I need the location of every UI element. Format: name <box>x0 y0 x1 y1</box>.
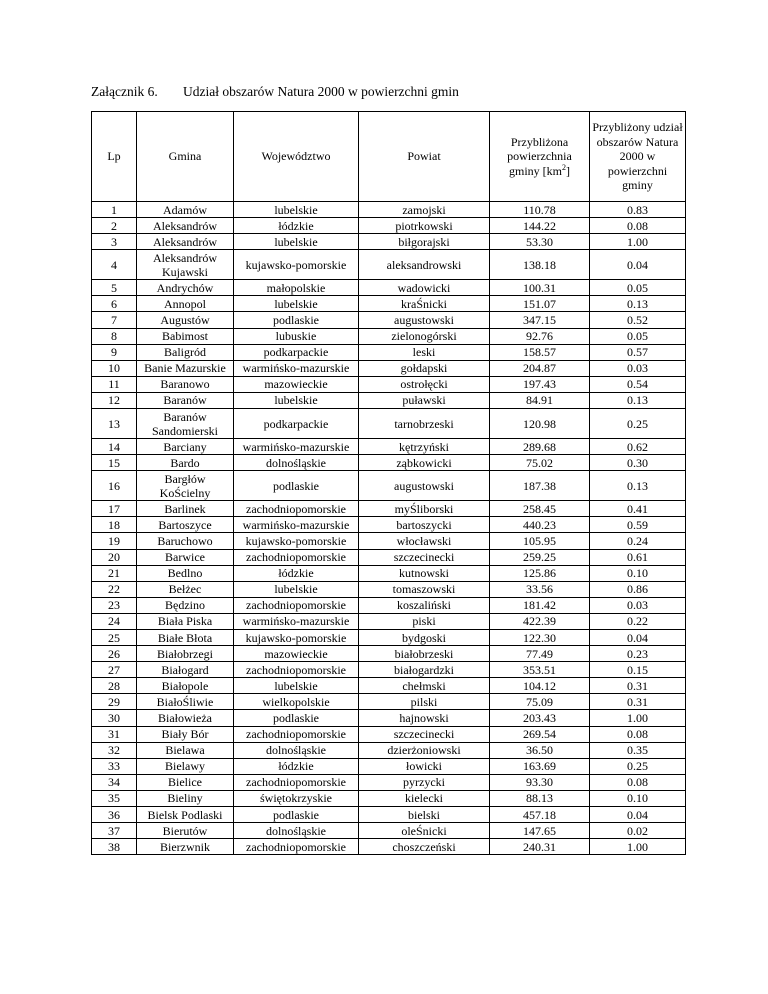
cell-powierzchnia: 77.49 <box>490 646 590 662</box>
cell-udzial: 1.00 <box>590 710 686 726</box>
cell-powiat: dzierżoniowski <box>359 742 490 758</box>
cell-wojewodztwo: warmińsko-mazurskie <box>234 517 359 533</box>
table-row <box>92 439 686 455</box>
cell-lp: 23 <box>92 597 137 613</box>
cell-wojewodztwo: mazowieckie <box>234 646 359 662</box>
table-header-row <box>92 112 686 202</box>
cell-powiat: szczecinecki <box>359 549 490 565</box>
cell-udzial: 0.31 <box>590 694 686 710</box>
cell-udzial: 0.02 <box>590 823 686 839</box>
cell-gmina: Bartoszyce <box>137 517 234 533</box>
cell-lp: 1 <box>92 202 137 218</box>
cell-powiat: piotrkowski <box>359 218 490 234</box>
table-row <box>92 710 686 726</box>
cell-powiat: leski <box>359 344 490 360</box>
cell-gmina: Bedlno <box>137 565 234 581</box>
table-row <box>92 823 686 839</box>
table-row <box>92 455 686 471</box>
cell-lp: 13 <box>92 409 137 439</box>
table-row <box>92 360 686 376</box>
cell-powierzchnia: 187.38 <box>490 471 590 501</box>
cell-gmina: Aleksandrów Kujawski <box>137 250 234 280</box>
cell-lp: 32 <box>92 742 137 758</box>
cell-lp: 24 <box>92 613 137 629</box>
cell-gmina: Bardo <box>137 455 234 471</box>
cell-udzial: 0.03 <box>590 360 686 376</box>
cell-lp: 30 <box>92 710 137 726</box>
table-row <box>92 218 686 234</box>
cell-powierzchnia: 92.76 <box>490 328 590 344</box>
cell-powierzchnia: 163.69 <box>490 758 590 774</box>
cell-udzial: 0.10 <box>590 790 686 806</box>
cell-udzial: 0.23 <box>590 646 686 662</box>
cell-lp: 6 <box>92 296 137 312</box>
cell-wojewodztwo: łódzkie <box>234 218 359 234</box>
table-row <box>92 742 686 758</box>
cell-lp: 19 <box>92 533 137 549</box>
cell-powierzchnia: 151.07 <box>490 296 590 312</box>
cell-lp: 25 <box>92 629 137 645</box>
cell-powierzchnia: 36.50 <box>490 742 590 758</box>
cell-powierzchnia: 125.86 <box>490 565 590 581</box>
cell-powiat: hajnowski <box>359 710 490 726</box>
cell-lp: 29 <box>92 694 137 710</box>
cell-powiat: kielecki <box>359 790 490 806</box>
table-row <box>92 662 686 678</box>
table-row <box>92 471 686 501</box>
cell-powiat: białogardzki <box>359 662 490 678</box>
cell-udzial: 0.22 <box>590 613 686 629</box>
cell-udzial: 0.08 <box>590 726 686 742</box>
cell-udzial: 0.83 <box>590 202 686 218</box>
table-row <box>92 790 686 806</box>
cell-gmina: Barlinek <box>137 501 234 517</box>
cell-powiat: kutnowski <box>359 565 490 581</box>
cell-udzial: 0.04 <box>590 629 686 645</box>
cell-gmina: Baligród <box>137 344 234 360</box>
table-row <box>92 409 686 439</box>
cell-powiat: wadowicki <box>359 280 490 296</box>
cell-powierzchnia: 158.57 <box>490 344 590 360</box>
cell-lp: 16 <box>92 471 137 501</box>
cell-powierzchnia: 197.43 <box>490 376 590 392</box>
cell-powiat: białobrzeski <box>359 646 490 662</box>
cell-wojewodztwo: warmińsko-mazurskie <box>234 613 359 629</box>
cell-powierzchnia: 144.22 <box>490 218 590 234</box>
table-row <box>92 533 686 549</box>
table-row <box>92 280 686 296</box>
table-row <box>92 646 686 662</box>
cell-powiat: myŚliborski <box>359 501 490 517</box>
cell-udzial: 0.10 <box>590 565 686 581</box>
cell-gmina: BiałoŚliwie <box>137 694 234 710</box>
cell-gmina: Biała Piska <box>137 613 234 629</box>
table-row <box>92 234 686 250</box>
cell-wojewodztwo: małopolskie <box>234 280 359 296</box>
cell-powierzchnia: 240.31 <box>490 839 590 855</box>
cell-lp: 20 <box>92 549 137 565</box>
cell-powiat: gołdapski <box>359 360 490 376</box>
cell-gmina: Białowieża <box>137 710 234 726</box>
cell-powierzchnia: 75.02 <box>490 455 590 471</box>
table-row <box>92 807 686 823</box>
cell-udzial: 0.05 <box>590 328 686 344</box>
cell-lp: 38 <box>92 839 137 855</box>
cell-wojewodztwo: warmińsko-mazurskie <box>234 360 359 376</box>
table-row <box>92 549 686 565</box>
cell-lp: 10 <box>92 360 137 376</box>
cell-powierzchnia: 147.65 <box>490 823 590 839</box>
cell-powierzchnia: 347.15 <box>490 312 590 328</box>
header-powierzchnia-close: ] <box>566 163 570 178</box>
cell-wojewodztwo: dolnośląskie <box>234 823 359 839</box>
cell-udzial: 1.00 <box>590 839 686 855</box>
cell-powiat: puławski <box>359 392 490 408</box>
cell-powierzchnia: 269.54 <box>490 726 590 742</box>
cell-udzial: 0.13 <box>590 471 686 501</box>
cell-gmina: Baranowo <box>137 376 234 392</box>
cell-udzial: 0.35 <box>590 742 686 758</box>
cell-udzial: 0.03 <box>590 597 686 613</box>
cell-wojewodztwo: świętokrzyskie <box>234 790 359 806</box>
header-udzial: Przybliżony udział obszarów Natura 2000 w powierzchni gminy <box>590 112 686 202</box>
cell-gmina: Bielawa <box>137 742 234 758</box>
cell-lp: 18 <box>92 517 137 533</box>
natura-2000-table <box>91 111 686 855</box>
cell-gmina: Adamów <box>137 202 234 218</box>
cell-powierzchnia: 105.95 <box>490 533 590 549</box>
cell-powierzchnia: 104.12 <box>490 678 590 694</box>
cell-powiat: tomaszowski <box>359 581 490 597</box>
cell-lp: 11 <box>92 376 137 392</box>
cell-lp: 27 <box>92 662 137 678</box>
cell-powierzchnia: 259.25 <box>490 549 590 565</box>
cell-lp: 17 <box>92 501 137 517</box>
cell-powiat: aleksandrowski <box>359 250 490 280</box>
cell-powierzchnia: 88.13 <box>490 790 590 806</box>
cell-powierzchnia: 100.31 <box>490 280 590 296</box>
cell-udzial: 0.08 <box>590 774 686 790</box>
cell-wojewodztwo: podlaskie <box>234 807 359 823</box>
cell-powiat: bydgoski <box>359 629 490 645</box>
table-row <box>92 501 686 517</box>
cell-lp: 28 <box>92 678 137 694</box>
cell-udzial: 0.15 <box>590 662 686 678</box>
cell-udzial: 0.54 <box>590 376 686 392</box>
cell-udzial: 0.59 <box>590 517 686 533</box>
table-row <box>92 629 686 645</box>
cell-powiat: oleŚnicki <box>359 823 490 839</box>
cell-udzial: 0.30 <box>590 455 686 471</box>
cell-powiat: pyrzycki <box>359 774 490 790</box>
cell-gmina: Bierzwnik <box>137 839 234 855</box>
cell-udzial: 0.25 <box>590 409 686 439</box>
cell-powierzchnia: 181.42 <box>490 597 590 613</box>
cell-gmina: Baruchowo <box>137 533 234 549</box>
cell-wojewodztwo: łódzkie <box>234 758 359 774</box>
cell-udzial: 0.05 <box>590 280 686 296</box>
cell-udzial: 0.61 <box>590 549 686 565</box>
cell-udzial: 0.86 <box>590 581 686 597</box>
header-lp: Lp <box>92 112 137 202</box>
cell-lp: 33 <box>92 758 137 774</box>
cell-powierzchnia: 422.39 <box>490 613 590 629</box>
cell-gmina: Bielsk Podlaski <box>137 807 234 823</box>
cell-powierzchnia: 122.30 <box>490 629 590 645</box>
cell-powierzchnia: 120.98 <box>490 409 590 439</box>
cell-powiat: augustowski <box>359 471 490 501</box>
cell-udzial: 0.57 <box>590 344 686 360</box>
table-caption <box>91 84 459 100</box>
cell-udzial: 0.04 <box>590 807 686 823</box>
cell-wojewodztwo: lubelskie <box>234 234 359 250</box>
table-row <box>92 565 686 581</box>
cell-gmina: Biały Bór <box>137 726 234 742</box>
cell-lp: 8 <box>92 328 137 344</box>
cell-lp: 21 <box>92 565 137 581</box>
cell-powiat: biłgorajski <box>359 234 490 250</box>
cell-powiat: szczecinecki <box>359 726 490 742</box>
cell-powiat: choszczeński <box>359 839 490 855</box>
cell-powiat: chełmski <box>359 678 490 694</box>
cell-powiat: augustowski <box>359 312 490 328</box>
table-row <box>92 312 686 328</box>
cell-wojewodztwo: zachodniopomorskie <box>234 549 359 565</box>
cell-gmina: Andrychów <box>137 280 234 296</box>
cell-wojewodztwo: podkarpackie <box>234 344 359 360</box>
cell-gmina: Białogard <box>137 662 234 678</box>
cell-udzial: 0.04 <box>590 250 686 280</box>
cell-powierzchnia: 457.18 <box>490 807 590 823</box>
cell-powiat: piski <box>359 613 490 629</box>
cell-lp: 37 <box>92 823 137 839</box>
cell-udzial: 0.31 <box>590 678 686 694</box>
cell-powierzchnia: 289.68 <box>490 439 590 455</box>
cell-wojewodztwo: zachodniopomorskie <box>234 726 359 742</box>
cell-wojewodztwo: kujawsko-pomorskie <box>234 250 359 280</box>
caption-title: Udział obszarów Natura 2000 w powierzchni gmin <box>183 84 459 99</box>
cell-lp: 36 <box>92 807 137 823</box>
cell-wojewodztwo: mazowieckie <box>234 376 359 392</box>
cell-gmina: Białobrzegi <box>137 646 234 662</box>
header-powierzchnia <box>490 112 590 202</box>
cell-gmina: Babimost <box>137 328 234 344</box>
cell-wojewodztwo: lubelskie <box>234 296 359 312</box>
cell-udzial: 0.13 <box>590 392 686 408</box>
table-row <box>92 250 686 280</box>
cell-lp: 22 <box>92 581 137 597</box>
table-row <box>92 328 686 344</box>
table-row <box>92 296 686 312</box>
cell-wojewodztwo: podlaskie <box>234 312 359 328</box>
cell-powiat: zielonogórski <box>359 328 490 344</box>
cell-gmina: Aleksandrów <box>137 218 234 234</box>
cell-gmina: Bierutów <box>137 823 234 839</box>
cell-powierzchnia: 110.78 <box>490 202 590 218</box>
cell-wojewodztwo: zachodniopomorskie <box>234 839 359 855</box>
cell-lp: 35 <box>92 790 137 806</box>
cell-powiat: łowicki <box>359 758 490 774</box>
cell-lp: 5 <box>92 280 137 296</box>
cell-gmina: Będzino <box>137 597 234 613</box>
cell-gmina: Bełżec <box>137 581 234 597</box>
cell-udzial: 0.62 <box>590 439 686 455</box>
table-row <box>92 726 686 742</box>
table-row <box>92 774 686 790</box>
table-row <box>92 839 686 855</box>
cell-wojewodztwo: lubelskie <box>234 678 359 694</box>
cell-lp: 7 <box>92 312 137 328</box>
cell-wojewodztwo: podkarpackie <box>234 409 359 439</box>
caption-label: Załącznik 6. <box>91 84 158 99</box>
cell-powierzchnia: 84.91 <box>490 392 590 408</box>
cell-wojewodztwo: zachodniopomorskie <box>234 597 359 613</box>
cell-powierzchnia: 53.30 <box>490 234 590 250</box>
table-row <box>92 202 686 218</box>
table-row <box>92 517 686 533</box>
cell-lp: 26 <box>92 646 137 662</box>
cell-powiat: kętrzyński <box>359 439 490 455</box>
cell-powiat: bartoszycki <box>359 517 490 533</box>
cell-wojewodztwo: wielkopolskie <box>234 694 359 710</box>
cell-powiat: tarnobrzeski <box>359 409 490 439</box>
cell-wojewodztwo: kujawsko-pomorskie <box>234 629 359 645</box>
cell-udzial: 0.41 <box>590 501 686 517</box>
cell-wojewodztwo: podlaskie <box>234 471 359 501</box>
cell-powierzchnia: 33.56 <box>490 581 590 597</box>
table-row <box>92 678 686 694</box>
header-wojewodztwo: Województwo <box>234 112 359 202</box>
cell-wojewodztwo: zachodniopomorskie <box>234 501 359 517</box>
table-row <box>92 392 686 408</box>
cell-powiat: koszaliński <box>359 597 490 613</box>
cell-powierzchnia: 204.87 <box>490 360 590 376</box>
cell-gmina: Aleksandrów <box>137 234 234 250</box>
cell-powierzchnia: 203.43 <box>490 710 590 726</box>
cell-wojewodztwo: zachodniopomorskie <box>234 662 359 678</box>
cell-lp: 31 <box>92 726 137 742</box>
cell-lp: 14 <box>92 439 137 455</box>
cell-gmina: Bielice <box>137 774 234 790</box>
cell-gmina: Białe Błota <box>137 629 234 645</box>
cell-gmina: Banie Mazurskie <box>137 360 234 376</box>
cell-lp: 4 <box>92 250 137 280</box>
cell-lp: 9 <box>92 344 137 360</box>
table-row <box>92 376 686 392</box>
cell-gmina: Bargłów KoŚcielny <box>137 471 234 501</box>
cell-lp: 15 <box>92 455 137 471</box>
cell-gmina: Augustów <box>137 312 234 328</box>
cell-powierzchnia: 353.51 <box>490 662 590 678</box>
cell-wojewodztwo: lubelskie <box>234 581 359 597</box>
cell-gmina: Baranów Sandomierski <box>137 409 234 439</box>
cell-gmina: Barwice <box>137 549 234 565</box>
cell-lp: 3 <box>92 234 137 250</box>
cell-powiat: ząbkowicki <box>359 455 490 471</box>
cell-powiat: zamojski <box>359 202 490 218</box>
header-powierzchnia-sup: 2 <box>562 162 566 172</box>
cell-powiat: bielski <box>359 807 490 823</box>
cell-powiat: włocławski <box>359 533 490 549</box>
header-powierzchnia-text: Przybliżona powierzchnia gminy [km <box>507 134 572 178</box>
table-body <box>92 202 686 855</box>
cell-powierzchnia: 258.45 <box>490 501 590 517</box>
table-row <box>92 694 686 710</box>
cell-powierzchnia: 93.30 <box>490 774 590 790</box>
table-row <box>92 581 686 597</box>
cell-udzial: 0.13 <box>590 296 686 312</box>
cell-powiat: kraŚnicki <box>359 296 490 312</box>
cell-powierzchnia: 75.09 <box>490 694 590 710</box>
cell-wojewodztwo: kujawsko-pomorskie <box>234 533 359 549</box>
cell-powiat: pilski <box>359 694 490 710</box>
cell-wojewodztwo: dolnośląskie <box>234 455 359 471</box>
table-row <box>92 613 686 629</box>
cell-wojewodztwo: zachodniopomorskie <box>234 774 359 790</box>
cell-powiat: ostrołęcki <box>359 376 490 392</box>
cell-wojewodztwo: podlaskie <box>234 710 359 726</box>
cell-gmina: Baranów <box>137 392 234 408</box>
header-powiat: Powiat <box>359 112 490 202</box>
cell-udzial: 1.00 <box>590 234 686 250</box>
cell-udzial: 0.52 <box>590 312 686 328</box>
cell-wojewodztwo: dolnośląskie <box>234 742 359 758</box>
cell-gmina: Bieliny <box>137 790 234 806</box>
table-row <box>92 758 686 774</box>
table-row <box>92 597 686 613</box>
cell-powierzchnia: 440.23 <box>490 517 590 533</box>
cell-wojewodztwo: lubuskie <box>234 328 359 344</box>
cell-wojewodztwo: lubelskie <box>234 392 359 408</box>
cell-gmina: Białopole <box>137 678 234 694</box>
cell-udzial: 0.08 <box>590 218 686 234</box>
cell-lp: 34 <box>92 774 137 790</box>
cell-gmina: Barciany <box>137 439 234 455</box>
cell-udzial: 0.25 <box>590 758 686 774</box>
cell-lp: 12 <box>92 392 137 408</box>
cell-udzial: 0.24 <box>590 533 686 549</box>
cell-wojewodztwo: warmińsko-mazurskie <box>234 439 359 455</box>
cell-gmina: Bielawy <box>137 758 234 774</box>
header-gmina: Gmina <box>137 112 234 202</box>
cell-wojewodztwo: lubelskie <box>234 202 359 218</box>
cell-gmina: Annopol <box>137 296 234 312</box>
cell-powierzchnia: 138.18 <box>490 250 590 280</box>
cell-wojewodztwo: łódzkie <box>234 565 359 581</box>
table-row <box>92 344 686 360</box>
cell-lp: 2 <box>92 218 137 234</box>
